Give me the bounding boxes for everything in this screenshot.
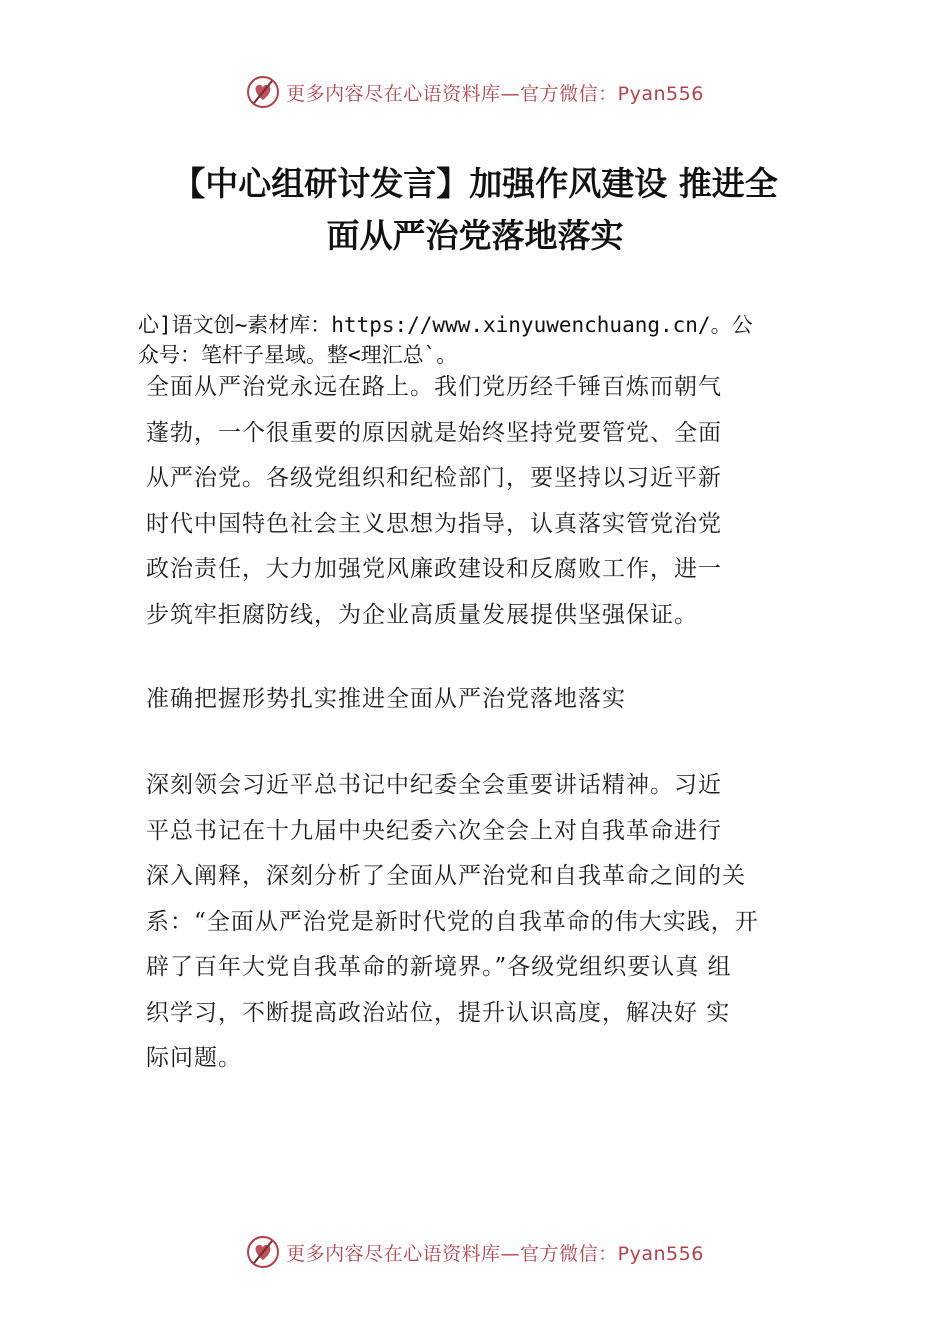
paragraph-line: 辟了百年大党自我革命的新境界。”各级党组织要认真 组	[146, 954, 732, 980]
heart-pen-logo-icon	[246, 75, 280, 109]
paragraph-intro	[146, 365, 836, 638]
banner-text: 更多内容尽在心语资料库—官方微信：Pyan556	[286, 82, 704, 105]
paragraph-body	[146, 763, 836, 1082]
source-note	[138, 310, 838, 370]
source-note-line: 心]语文创~素材库：https://www.xinyuwenchuang.cn/。公	[138, 313, 753, 337]
paragraph-line: 深入阐释，深刻分析了全面从严治党和自我革命之间的关	[146, 863, 746, 889]
paragraph-line: 蓬勃，一个很重要的原因就是始终坚持党要管党、全面	[146, 419, 722, 446]
section-heading	[146, 677, 836, 723]
paragraph-line: 织学习，不断提高政治站位，提升认识高度，解决好 实	[146, 999, 731, 1026]
banner-text: 更多内容尽在心语资料库—官方微信：Pyan556	[286, 1242, 704, 1265]
source-note-line: 众号：笔杆子星域。整<理汇总`。	[138, 343, 458, 367]
paragraph-line: 时代中国特色社会主义思想为指导，认真落实管党治党	[146, 510, 722, 537]
paragraph-line: 政治责任，大力加强党风廉政建设和反腐败工作，进一	[146, 556, 722, 582]
section-heading-text: 准确把握形势扎实推进全面从严治党落地落实	[146, 686, 626, 712]
paragraph-line: 系：“全面从严治党是新时代党的自我革命的伟大实践，开	[146, 908, 759, 935]
paragraph-line: 深刻领会习近平总书记中纪委全会重要讲话精神。习近	[146, 772, 722, 798]
paragraph-line: 全面从严治党永远在路上。我们党历经千锤百炼而朝气	[146, 374, 722, 400]
heart-pen-logo-icon	[246, 1235, 280, 1269]
header-banner	[0, 72, 950, 112]
paragraph-line: 际问题。	[146, 1045, 242, 1071]
title-line: 【中心组研讨发言】加强作风建设 推进全	[172, 164, 778, 203]
paragraph-line: 步筑牢拒腐防线，为企业高质量发展提供坚强保证。	[146, 601, 698, 628]
document-title	[120, 158, 830, 262]
title-line: 面从严治党落地落实	[326, 216, 624, 255]
footer-banner	[0, 1232, 950, 1272]
paragraph-line: 平总书记在十九届中央纪委六次全会上对自我革命进行	[146, 817, 722, 844]
paragraph-line: 从严治党。各级党组织和纪检部门，要坚持以习近平新	[146, 465, 722, 491]
